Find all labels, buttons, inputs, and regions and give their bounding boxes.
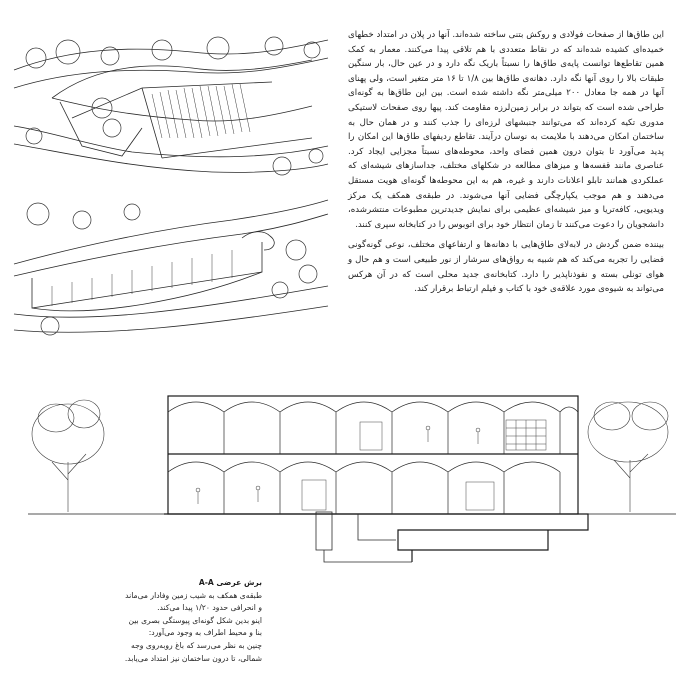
tree-right bbox=[588, 402, 668, 512]
caption-line: چنین به نظر می‌رسد که باغ روبه‌روی وجه bbox=[131, 640, 262, 650]
article-paragraph-2: بیننده ضمن گردش در لابه‌لای طاق‌هایی با دهانه‌ها و ارتفاعهای مختلف، نوعی گونه‌گونی فضایی را تجربه می‌کند که هم شبیه به رواق‌های سرشار از نور طبیعی است و هم حال و هوای تونلی بسته و نفوذناپذیر را دارد. کتابخانه‌ی جدید محلی است که در آن هرکس می‌تواند به شیوه‌ی مورد علاقه‌ی خود با کتاب و فیلم ارتباط برقرار کند. bbox=[348, 240, 664, 295]
tree-left bbox=[32, 400, 104, 512]
section-caption bbox=[92, 577, 262, 665]
caption-line: بنا و محیط اطراف به وجود می‌آورد: bbox=[148, 628, 262, 638]
caption-title: برش عرضی A-A bbox=[198, 578, 262, 587]
caption-line: اینو بدین شکل گونه‌ای پیوستگی بصری بین bbox=[128, 615, 262, 625]
caption-line: طبقه‌ی همکف به شیب زمین وفادار می‌ماند bbox=[125, 590, 262, 600]
caption-line: شمالی، تا درون ساختمان نیز امتداد می‌یابد. bbox=[124, 653, 262, 663]
article-paragraph-1: این طاق‌ها از صفحات فولادی و روکش بتنی ساخته شده‌اند. آنها در پلان در امتداد خطهای خمیده‌ای کشیده شده‌اند که در نقاط متعددی با هم تلاقی پیدا می‌کنند. معمار به کمک همین تقاطع‌ها توانست پایه‌ی طاق‌ها را نسبتاً باریک نگه دارد و در عین حال، بار سنگین طبقات بالا را روی آنها نگه دارد. دهانه‌ی طاق‌ها بین ۱/۸ تا ۱۶ متر متغیر است، ولی پهنای آنها در همه جا معادل ۲۰۰ میلی‌متر نگه داشته شده است. بین این طاق‌ها به گونه‌ای طراحی شده است که بتواند در برابر زمین‌لرزه مقاومت کند. پیها روی صفحات لاستیکی مدوری تکیه کرده‌اند که می‌توانند جنبشهای لرزه‌ای را جذب کنند و در همان حال به ساختمان امکان می‌دهند با ملایمت به نوسان درآیند. تقاطع ردیفهای طاق‌ها این امکان را پدید می‌آورد تا بتوان درون همین فضای واحد، محوطه‌های نسبتاً مجزایی ایجاد کرد. عناصری مانند قفسه‌ها و میزهای مطالعه در شکلهای مختلف، جداسازهای شیشه‌ای که عملکردی همانند تابلو اعلانات دارند و غیره، هم به این محوطه‌ها گونه‌ای هویت مستقل می‌دهند و هم موجب یکپارچگی فضایی آنها می‌شوند. در طبقه‌ی همکف یک مرکز ویدیویی، کافه‌تریا و میز شیشه‌ای عظیمی برای نمایش جدیدترین مطبوعات منتشرشده، دانشجویان را دعوت می‌کنند تا زمان انتظار خود برای اتوبوس را در کتابخانه سپری کنند. bbox=[348, 30, 664, 230]
perspective-sketch-top bbox=[12, 28, 330, 178]
caption-line: و انحرافی حدود ۱/۲۰ پیدا می‌کند. bbox=[157, 603, 262, 613]
cross-section-drawing bbox=[28, 362, 676, 574]
perspective-sketch-middle bbox=[12, 190, 330, 340]
article-body bbox=[348, 28, 664, 303]
